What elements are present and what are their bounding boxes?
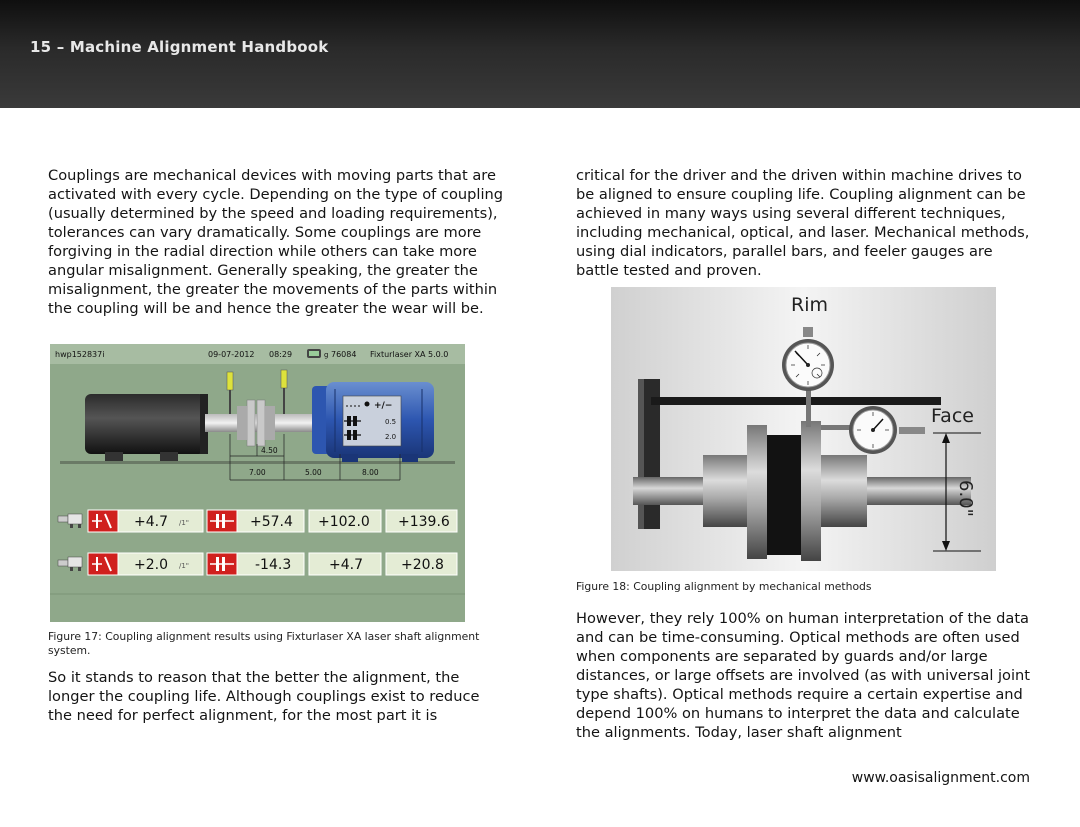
figure-18-dial-indicator bbox=[611, 287, 996, 571]
result-row-horizontal bbox=[58, 553, 457, 575]
horizontal-unit: /1" bbox=[179, 562, 190, 570]
page-title: 15 – Machine Alignment Handbook bbox=[30, 38, 329, 56]
battery-icon bbox=[307, 349, 321, 358]
figure-18-caption: Figure 18: Coupling alignment by mechanical methods bbox=[576, 580, 872, 593]
coupling-insert bbox=[767, 435, 801, 555]
figure-17-laser-screen bbox=[50, 344, 465, 622]
right-hub bbox=[821, 455, 867, 527]
page-header bbox=[0, 0, 1080, 108]
vertical-offset: +57.4 bbox=[250, 514, 293, 530]
time: 08:29 bbox=[269, 350, 293, 359]
date: 09-07-2012 bbox=[208, 350, 255, 359]
svg-text:g: g bbox=[324, 351, 329, 359]
left-column bbox=[48, 166, 508, 318]
tolerance-bottom: 2.0 bbox=[385, 433, 397, 441]
label-dimension: 6.0" bbox=[955, 480, 976, 517]
dim-c: 8.00 bbox=[362, 468, 379, 477]
result-row-vertical bbox=[58, 510, 457, 532]
label-face: Face bbox=[931, 405, 974, 427]
vertical-foot1: +102.0 bbox=[318, 514, 370, 530]
dim-b: 5.00 bbox=[305, 468, 322, 477]
horizontal-offset: -14.3 bbox=[255, 557, 292, 573]
left-hub bbox=[703, 455, 749, 527]
body-paragraph: critical for the driver and the driven within machine drives to be aligned to ensure coupling life. Coupling alignment can be achieved in many ways using several different techniques, including mechanical, optical, and laser. Mechanical methods, using dial indicators, parallel bars, and feeler gauges are battle tested and proven. bbox=[576, 167, 1030, 279]
right-flange bbox=[801, 421, 821, 561]
horizontal-angular: +2.0 bbox=[134, 557, 168, 573]
laser-screen-graphic bbox=[50, 344, 465, 622]
footer-url: www.oasisalignment.com bbox=[851, 770, 1030, 786]
dial-indicator-graphic bbox=[611, 287, 996, 571]
body-paragraph: Couplings are mechanical devices with moving parts that are activated with every cycle. Depending on the type of coupling (usually determined by the speed and loading requirements), tolerances can vary dramatically. Some couplings are more forgiving in the radial direction while others can take more angular misalignment. Generally speaking, the greater the misalignment, the greater the movements of the parts within the coupling will be and hence the greater the wear will be. bbox=[48, 167, 504, 317]
product-name: Fixturlaser XA 5.0.0 bbox=[370, 350, 449, 359]
left-flange bbox=[747, 425, 767, 559]
driver-machine bbox=[85, 394, 208, 461]
right-column bbox=[576, 166, 1036, 280]
dim-a: 7.00 bbox=[249, 468, 266, 477]
parallel-bar bbox=[651, 397, 941, 405]
driven-motor bbox=[312, 382, 434, 462]
body-paragraph: So it stands to reason that the better the alignment, the longer the coupling life. Although couplings exist to reduce the need for perfect alignment, for the most part it is bbox=[48, 669, 480, 724]
dim-coupling: 4.50 bbox=[261, 446, 278, 455]
vertical-unit: /1" bbox=[179, 519, 190, 527]
right-shaft bbox=[851, 477, 971, 505]
vertical-angular: +4.7 bbox=[134, 514, 168, 530]
tolerance-symbol: +/− bbox=[374, 401, 393, 411]
tolerance-top: 0.5 bbox=[385, 418, 397, 426]
figure-17-caption: Figure 17: Coupling alignment results using Fixturlaser XA laser shaft alignment system. bbox=[48, 630, 480, 657]
counter: 76084 bbox=[331, 350, 357, 359]
vertical-foot2: +139.6 bbox=[398, 514, 450, 530]
horizontal-foot1: +4.7 bbox=[329, 557, 363, 573]
horizontal-foot2: +20.8 bbox=[401, 557, 444, 573]
body-paragraph: However, they rely 100% on human interpretation of the data and can be time-consuming. Optical methods are often used when components are separated by guards and/or large distances, or large offsets are involved (as with universal joint type shafts). Optical methods require a certain expertise and depend 100% on humans to interpret the data and calculate the alignments. Today, laser shaft alignment bbox=[576, 610, 1031, 741]
device-id: hwp152837i bbox=[55, 350, 105, 359]
label-rim: Rim bbox=[791, 294, 828, 316]
